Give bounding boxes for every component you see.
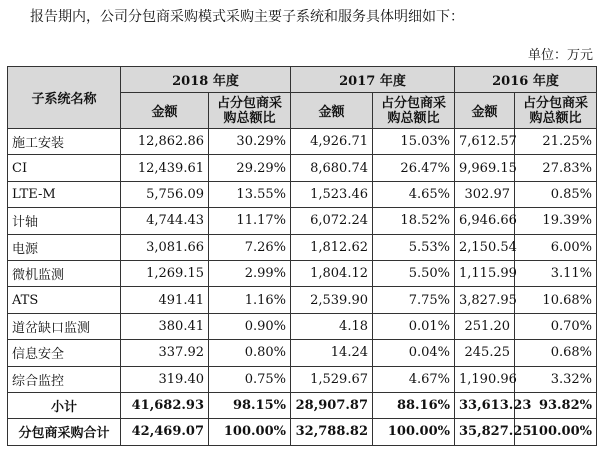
cell-value: 8,680.74 [291,155,373,181]
table-row [8,129,597,155]
cell-value: 7.26% [209,234,291,260]
cell-value: 9,969.15 [455,155,515,181]
cell-value: 4,926.71 [291,129,373,155]
cell-value: 41,682.93 [121,392,209,418]
cell-value: 4,744.43 [121,208,209,234]
table-row [8,260,597,286]
cell-value: 29.29% [209,155,291,181]
header-ratio: 占分包商采购总额比 [209,93,291,129]
cell-value: 1,812.62 [291,234,373,260]
cell-value: 0.01% [373,313,455,339]
subsystem-name: ATS [8,287,121,313]
cell-value: 4.18 [291,313,373,339]
cell-value: 12,862.86 [121,129,209,155]
header-ratio: 占分包商采购总额比 [515,93,597,129]
cell-value: 3.11% [515,260,597,286]
cell-value: 27.83% [515,155,597,181]
cell-value: 3,827.95 [455,287,515,313]
cell-value: 6,072.24 [291,208,373,234]
subsystem-name: 施工安装 [8,129,121,155]
cell-value: 19.39% [515,208,597,234]
table-row [8,313,597,339]
cell-value: 32,788.82 [291,419,373,445]
subsystem-name: LTE-M [8,181,121,207]
header-ratio: 占分包商采购总额比 [373,93,455,129]
cell-value: 0.75% [209,366,291,392]
subsystem-name: 道岔缺口监测 [8,313,121,339]
cell-value: 337.92 [121,340,209,366]
cell-value: 302.97 [455,181,515,207]
cell-value: 98.15% [209,392,291,418]
subsystem-name: 计轴 [8,208,121,234]
total-label: 分包商采购合计 [8,419,121,445]
cell-value: 1.16% [209,287,291,313]
header-year-2016: 2016 年度 [455,67,597,93]
table-row [8,155,597,181]
cell-value: 245.25 [455,340,515,366]
cell-value: 93.82% [515,392,597,418]
cell-value: 4.65% [373,181,455,207]
cell-value: 5,756.09 [121,181,209,207]
cell-value: 21.25% [515,129,597,155]
cell-value: 1,804.12 [291,260,373,286]
subtotal-row [8,392,597,418]
cell-value: 26.47% [373,155,455,181]
table-row [8,366,597,392]
cell-value: 10.68% [515,287,597,313]
cell-value: 6,946.66 [455,208,515,234]
cell-value: 13.55% [209,181,291,207]
cell-value: 15.03% [373,129,455,155]
table-row [8,181,597,207]
cell-value: 6.00% [515,234,597,260]
cell-value: 18.52% [373,208,455,234]
cell-value: 3.32% [515,366,597,392]
cell-value: 14.24 [291,340,373,366]
subsystem-name: 微机监测 [8,260,121,286]
cell-value: 88.16% [373,392,455,418]
cell-value: 1,529.67 [291,366,373,392]
cell-value: 5.53% [373,234,455,260]
cell-value: 12,439.61 [121,155,209,181]
cell-value: 380.41 [121,313,209,339]
cell-value: 0.85% [515,181,597,207]
cell-value: 7,612.57 [455,129,515,155]
total-row [8,419,597,445]
header-year-2018: 2018 年度 [121,67,291,93]
cell-value: 11.17% [209,208,291,234]
header-amount: 金额 [455,93,515,129]
subsystem-name: 综合监控 [8,366,121,392]
cell-value: 35,827.25 [455,419,515,445]
cell-value: 0.70% [515,313,597,339]
subsystem-name: 电源 [8,234,121,260]
table-row [8,208,597,234]
cell-value: 30.29% [209,129,291,155]
cell-value: 1,269.15 [121,260,209,286]
cell-value: 2,150.54 [455,234,515,260]
unit-label: 单位：万元 [527,48,593,63]
header-amount: 金额 [121,93,209,129]
cell-value: 33,613.23 [455,392,515,418]
cell-value: 4.67% [373,366,455,392]
cell-value: 0.80% [209,340,291,366]
cell-value: 0.90% [209,313,291,339]
procurement-table [7,66,597,446]
table-row [8,340,597,366]
cell-value: 1,115.99 [455,260,515,286]
cell-value: 251.20 [455,313,515,339]
table-row [8,234,597,260]
cell-value: 1,190.96 [455,366,515,392]
header-year-2017: 2017 年度 [291,67,455,93]
cell-value: 319.40 [121,366,209,392]
subsystem-name: 信息安全 [8,340,121,366]
cell-value: 7.75% [373,287,455,313]
cell-value: 2,539.90 [291,287,373,313]
cell-value: 100.00% [209,419,291,445]
cell-value: 2.99% [209,260,291,286]
cell-value: 100.00% [515,419,597,445]
subtotal-label: 小计 [8,392,121,418]
cell-value: 1,523.46 [291,181,373,207]
header-amount: 金额 [291,93,373,129]
cell-value: 491.41 [121,287,209,313]
cell-value: 42,469.07 [121,419,209,445]
cell-value: 5.50% [373,260,455,286]
cell-value: 28,907.87 [291,392,373,418]
cell-value: 0.04% [373,340,455,366]
table-row [8,287,597,313]
cell-value: 0.68% [515,340,597,366]
intro-text: 报告期内，公司分包商采购模式采购主要子系统和服务具体明细如下： [30,9,464,25]
subsystem-name: CI [8,155,121,181]
cell-value: 3,081.66 [121,234,209,260]
cell-value: 100.00% [373,419,455,445]
header-subsystem: 子系统名称 [8,67,121,129]
